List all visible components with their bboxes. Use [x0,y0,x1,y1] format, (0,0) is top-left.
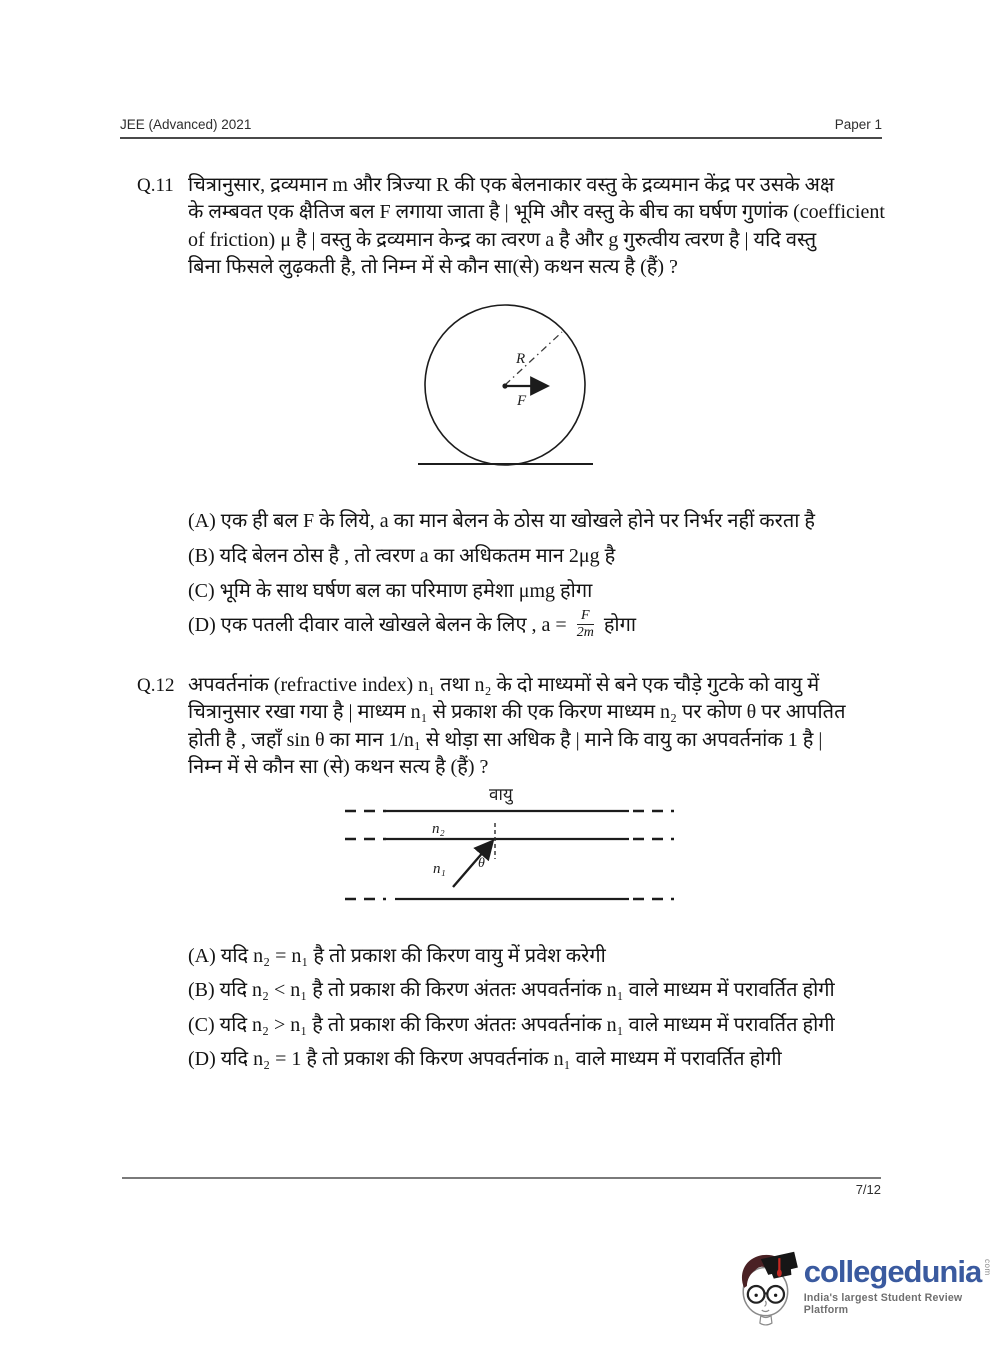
fraction-denominator: 2m [576,625,594,641]
q12-option-c: (C) यदि n₂ > n₁ है तो प्रकाश की किरण अंततः अपवर्तनांक n₁ वाले माध्यम में परावर्तित होगी [188,1014,835,1036]
collegedunia-mascot-icon [733,1240,800,1332]
force-label: F [517,393,527,409]
q11-option-d-fraction [575,608,596,641]
header-title: JEE (Advanced) 2021 [120,117,252,132]
radius-label: R [516,351,526,367]
q11-option-d [188,610,636,643]
q12-figure-refraction-diagram [340,786,676,910]
q11-line-2: के लम्बवत एक क्षैतिज बल F लगाया जाता है | भूमि और वस्तु के बीच का घर्षण गुणांक (coefficient [188,201,885,224]
q11-option-b: (B) यदि बेलन ठोस है , तो त्वरण a का अधिकतम मान 2μg है [188,545,616,567]
q12-line-4: निम्न में से कौन सा (से) कथन सत्य है (हैं) ? [188,756,489,779]
q11-option-c: (C) भूमि के साथ घर्षण बल का परिमाण हमेशा μmg होगा [188,580,593,602]
header-paper-label: Paper 1 [834,117,882,132]
fraction-numerator: F [577,608,594,625]
brand-tagline: India's largest Student Review Platform [803,1292,963,1316]
footer-divider [122,1177,881,1179]
q11-line-3: of friction) μ है | वस्तु के द्रव्यमान केन्द्र का त्वरण a है और g गुरुत्वीय त्वरण है | यदि वस्तु [188,228,817,251]
page-number: 7/12 [855,1182,881,1197]
n2-label: n₂ [432,821,445,837]
q11-line-4: बिना फिसले लुढ़कती है, तो निम्न में से कौन सा(से) कथन सत्य है (हैं) ? [188,256,678,279]
q12-line-3: होती है , जहाँ sin θ का मान 1/n₁ से थोड़ा सा अधिक है | माने कि वायु का अपवर्तनांक 1 है | [188,728,823,751]
q12-question-text [188,672,878,782]
collegedunia-logo [733,1240,995,1332]
q12-line-1: अपवर्तनांक (refractive index) n₁ तथा n₂ के दो माध्यमों से बने एक चौड़े गुटके को वायु में [188,674,820,696]
q12-line-2: चित्रानुसार रखा गया है | माध्यम n₁ से प्रकाश की एक किरण माध्यम n₂ पर कोण θ पर आपतित [188,701,846,724]
q11-option-d-prefix: (D) एक पतली दीवार वाले खोखले बेलन के लिए , a = [188,614,567,637]
q11-figure-cylinder-diagram [400,297,610,473]
q11-line-1: चित्रानुसार, द्रव्यमान m और त्रिज्या R की एक बेलनाकार वस्तु के द्रव्यमान केंद्र पर उसके अक्ष [188,174,835,196]
q12-number: Q.12 [137,675,175,696]
brand-domain: com [983,1259,993,1276]
page-header [120,112,882,139]
air-label: वायु [489,786,513,804]
q11-option-d-suffix: होगा [603,614,637,637]
q12-option-d: (D) यदि n₂ = 1 है तो प्रकाश की किरण अपवर्तनांक n₁ वाले माध्यम में परावर्तित होगी [188,1048,782,1070]
theta-label: θ [478,856,485,871]
q12-option-b: (B) यदि n₂ < n₁ है तो प्रकाश की किरण अंततः अपवर्तनांक n₁ वाले माध्यम में परावर्तित होगी [188,979,835,1001]
q11-question-text [188,172,885,282]
n1-label: n₁ [433,861,446,877]
brand-name: collegedunia [803,1254,982,1289]
q12-option-a: (A) यदि n₂ = n₁ है तो प्रकाश की किरण वायु में प्रवेश करेगी [188,945,606,967]
radius-dashed-line [505,332,562,385]
incident-ray-arrow [453,843,491,887]
q11-number: Q.11 [137,175,174,196]
q11-option-a: (A) एक ही बल F के लिये, a का मान बेलन के ठोस या खोखले होने पर निर्भर नहीं करता है [188,510,816,532]
